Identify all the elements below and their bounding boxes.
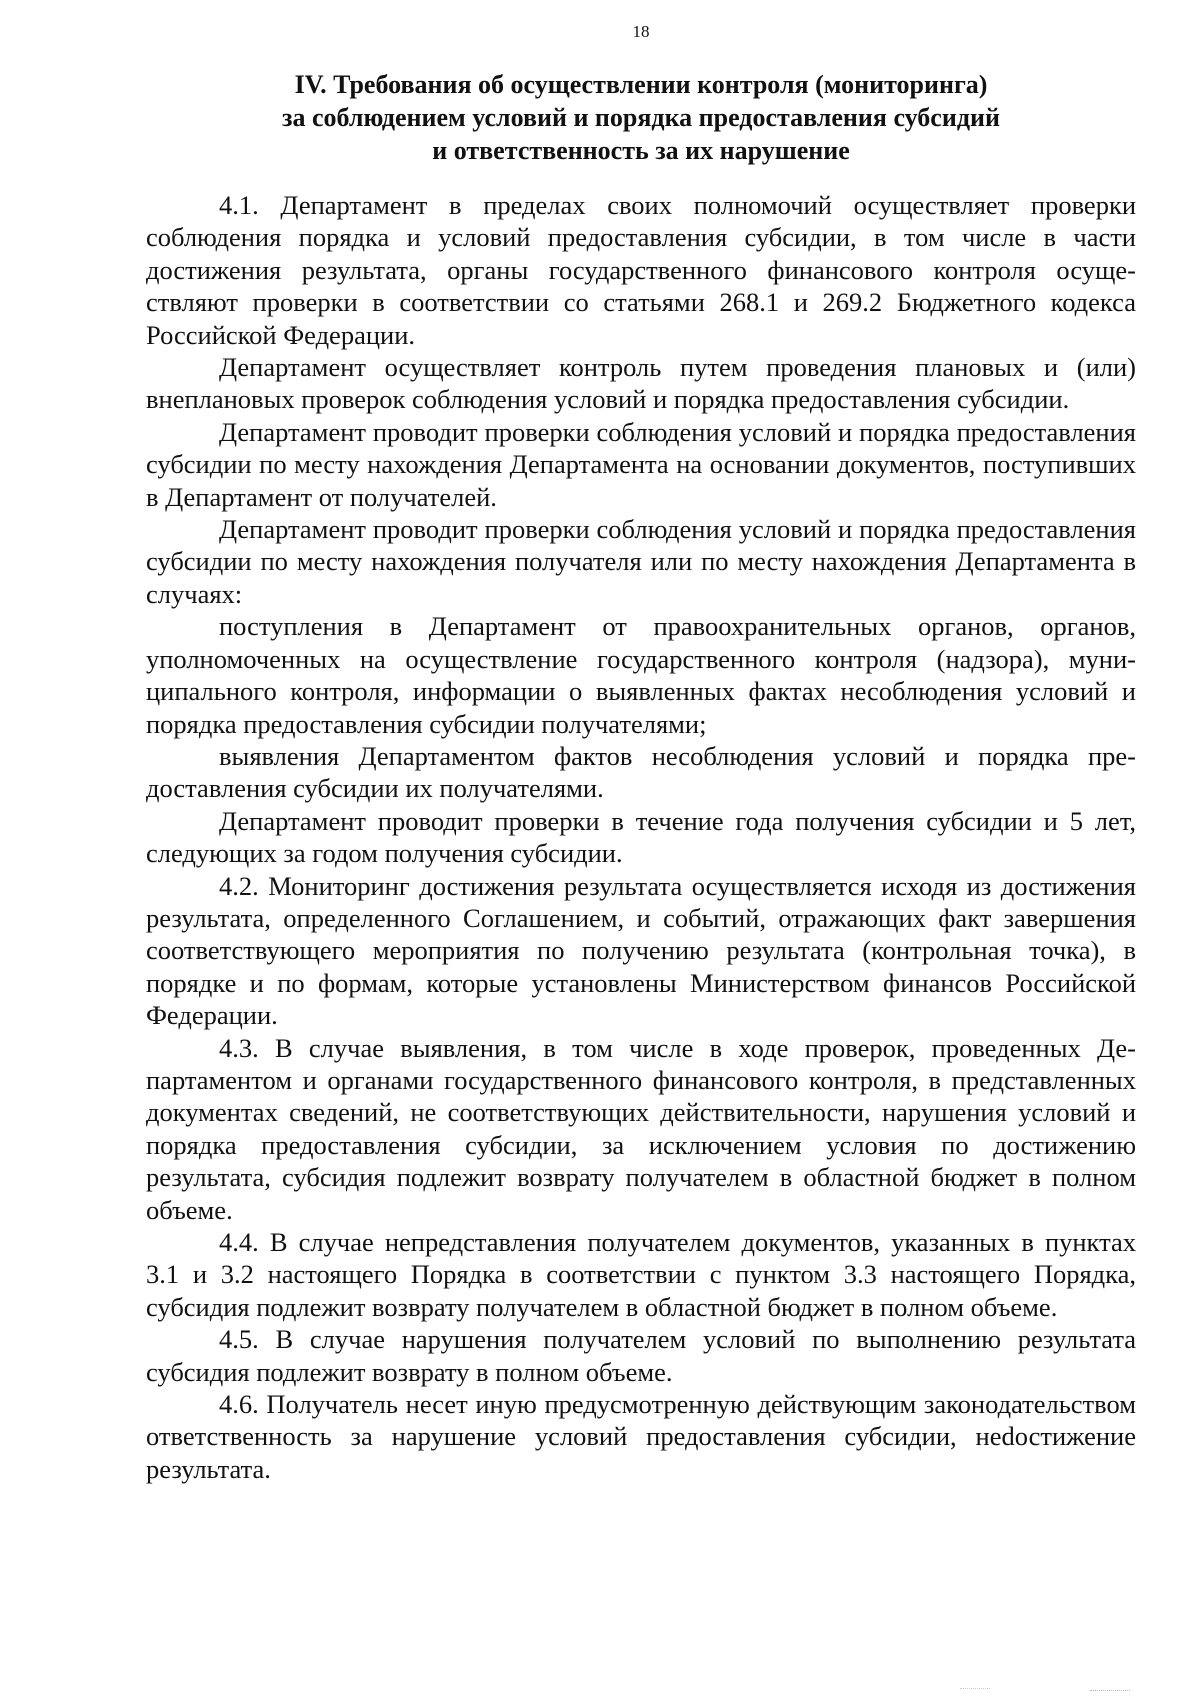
section-title-line-2: за соблюдением условий и порядка предоставления субсидий — [282, 103, 1000, 132]
scan-artifact — [960, 1686, 990, 1689]
paragraph-4-2: 4.2. Мониторинг достижения результата осуществляется исходя из достижения результата, определенного Соглашением, и событий, отражающих факт завершения соответствующего мероприятия по получению результата (контрольная точка), в порядке и по формам, которые установлены Министерством финансов Российской Федерации. — [146, 870, 1136, 1031]
paragraph-4-5: 4.5. В случае нарушения получателем условий по выполнению результата субсидия подлежит возврату в полном объеме. — [146, 1324, 1136, 1387]
paragraph-check-period: Департамент проводит проверки в течение года получения субсидии и 5 лет, следующих за годом получения субсидии. — [146, 805, 1136, 869]
document-body — [146, 189, 1136, 1485]
paragraph-control-methods: Департамент осуществляет контроль путем проведения плановых и (или) внеплановых проверок соблюдения условий и порядка предоставления субсидии. — [146, 352, 1136, 415]
paragraph-4-3: 4.3. В случае выявления, в том числе в ходе проверок, проведенных Департаментом и органами государственного финансового контроля, в представленных документах сведений, не соответствующих действительности, нарушения условий и порядка предоставления субсидии, за исключением условия по достижению результата, субсидия подлежит возврату получателем в областной бюджет в полном объеме. — [146, 1032, 1136, 1225]
section-title-line-3: и ответственность за их нарушение — [432, 136, 850, 165]
paragraph-4-4: 4.4. В случае непредставления получателем документов, указанных в пунктах 3.1 и 3.2 настоящего Порядка в соответствии с пунктом 3.3 настоящего Порядка, субсидия подлежит возврату получателем в областной бюджет в полном объеме. — [146, 1227, 1136, 1322]
paragraph-onsite-checks: Департамент проводит проверки соблюдения условий и порядка предоставления субсидии по месту нахождения получателя или по месту нахождения Департамента в случаях: — [146, 514, 1136, 609]
section-title-line-1: IV. Требования об осуществлении контроля (мониторинга) — [294, 70, 988, 99]
paragraph-desk-checks: Департамент проводит проверки соблюдения условий и порядка предоставления субсидии по месту нахождения Департамента на основании документов, поступивших в Департамент от получателей. — [146, 416, 1136, 512]
page-number: 18 — [632, 22, 650, 41]
section-title — [146, 68, 1136, 167]
paragraph-case-law-enforcement: поступления в Департамент от правоохранительных органов, органов, уполномоченных на осуществление государственного контроля (надзора), муниципального контроля, информации о выявленных фактах несоблюдения условий и порядка предоставления субсидии получателями; — [146, 611, 1136, 739]
paragraph-case-department-findings: выявления Департаментом фактов несоблюдения условий и порядка предоставления субсидии их получателями. — [146, 740, 1136, 804]
scan-artifact — [1090, 1687, 1130, 1691]
paragraph-4-6: 4.6. Получатель несет иную предусмотренную действующим законодательством ответственность за нарушение условий предоставления субсидии, неdостижение результата. — [146, 1389, 1136, 1484]
paragraph-4-1: 4.1. Департамент в пределах своих полномочий осуществляет проверки соблюдения порядка и условий предоставления субсидии, в том числе в части достижения результата, органы государственного финансового контроля осуществляют проверки в соответствии со статьями 268.1 и 269.2 Бюджетного кодекса Российской Федерации. — [146, 190, 1136, 350]
